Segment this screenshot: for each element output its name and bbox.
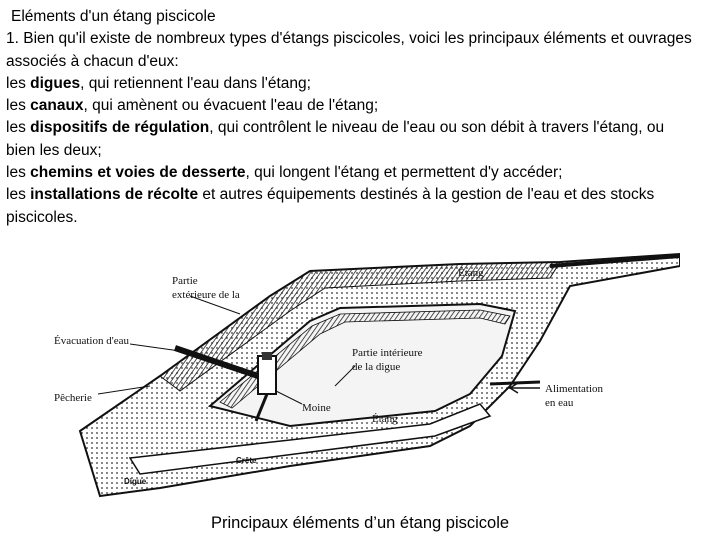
item-prefix: les bbox=[6, 186, 31, 204]
page-title: Eléments d'un étang piscicole bbox=[11, 8, 216, 25]
intro-line-1: 1. Bien qu'il existe de nombreux types d'étangs piscicoles, voici les principaux éléments et ouvrages bbox=[6, 30, 692, 48]
supply-channel bbox=[490, 382, 540, 384]
label-etang-top: Étang bbox=[458, 267, 484, 279]
item-suffix: , qui amènent ou évacuent l'eau de l'étang; bbox=[83, 97, 379, 115]
list-item-regulation bbox=[6, 117, 720, 139]
label-digue: Digue bbox=[124, 477, 147, 486]
item-term: digues bbox=[30, 74, 81, 92]
item-term: installations de récolte bbox=[30, 186, 199, 204]
label-alimentation-1: Alimentation bbox=[545, 383, 604, 395]
label-etang-center: Étang bbox=[372, 413, 398, 425]
figure-caption: Principaux éléments d’un étang piscicole bbox=[210, 514, 510, 532]
label-inner-part-2: de la digue bbox=[352, 361, 401, 373]
item-suffix: , qui retiennent l'eau dans l'étang; bbox=[80, 74, 311, 92]
label-evacuation: Évacuation d'eau bbox=[54, 335, 129, 347]
item-prefix: les bbox=[6, 74, 31, 92]
list-item-chemins bbox=[6, 162, 720, 184]
item-term: canaux bbox=[30, 97, 84, 115]
item-suffix: , qui longent l'étang et permettent d'y accéder; bbox=[245, 164, 563, 182]
item-suffix: et autres équipements destinés à la gestion de l'eau et des stocks bbox=[198, 186, 655, 204]
list-item-recolte bbox=[6, 184, 720, 206]
label-crete: Crête bbox=[236, 456, 257, 465]
intro-line-2: associés à chacun d'eux: bbox=[6, 52, 179, 70]
text-block bbox=[6, 6, 720, 229]
list-item-canaux bbox=[6, 95, 720, 117]
label-moine: Moine bbox=[302, 402, 331, 414]
label-outer-part-2: extérieure de la bbox=[172, 289, 240, 301]
item-term: dispositifs de régulation bbox=[30, 119, 210, 137]
item-prefix: les bbox=[6, 164, 31, 182]
pond-diagram bbox=[40, 226, 680, 516]
label-pecherie: Pêcherie bbox=[54, 392, 92, 404]
supply-arrow bbox=[510, 383, 540, 393]
item-prefix: les bbox=[6, 119, 31, 137]
item-suffix: , qui contrôlent le niveau de l'eau ou son débit à travers l'étang, ou bbox=[209, 119, 665, 137]
list-item-regulation-continuation: bien les deux; bbox=[6, 141, 102, 159]
item-prefix: les bbox=[6, 97, 31, 115]
label-inner-part-1: Partie intérieure bbox=[352, 347, 423, 359]
item-term: chemins et voies de desserte bbox=[30, 164, 246, 182]
pond-diagram-svg bbox=[40, 226, 680, 516]
list-item-digues bbox=[6, 73, 720, 95]
label-alimentation-2: en eau bbox=[545, 397, 574, 409]
monk-structure bbox=[258, 356, 276, 394]
list-item-recolte-continuation: piscicoles. bbox=[6, 208, 78, 226]
label-outer-part-1: Partie bbox=[172, 275, 198, 287]
